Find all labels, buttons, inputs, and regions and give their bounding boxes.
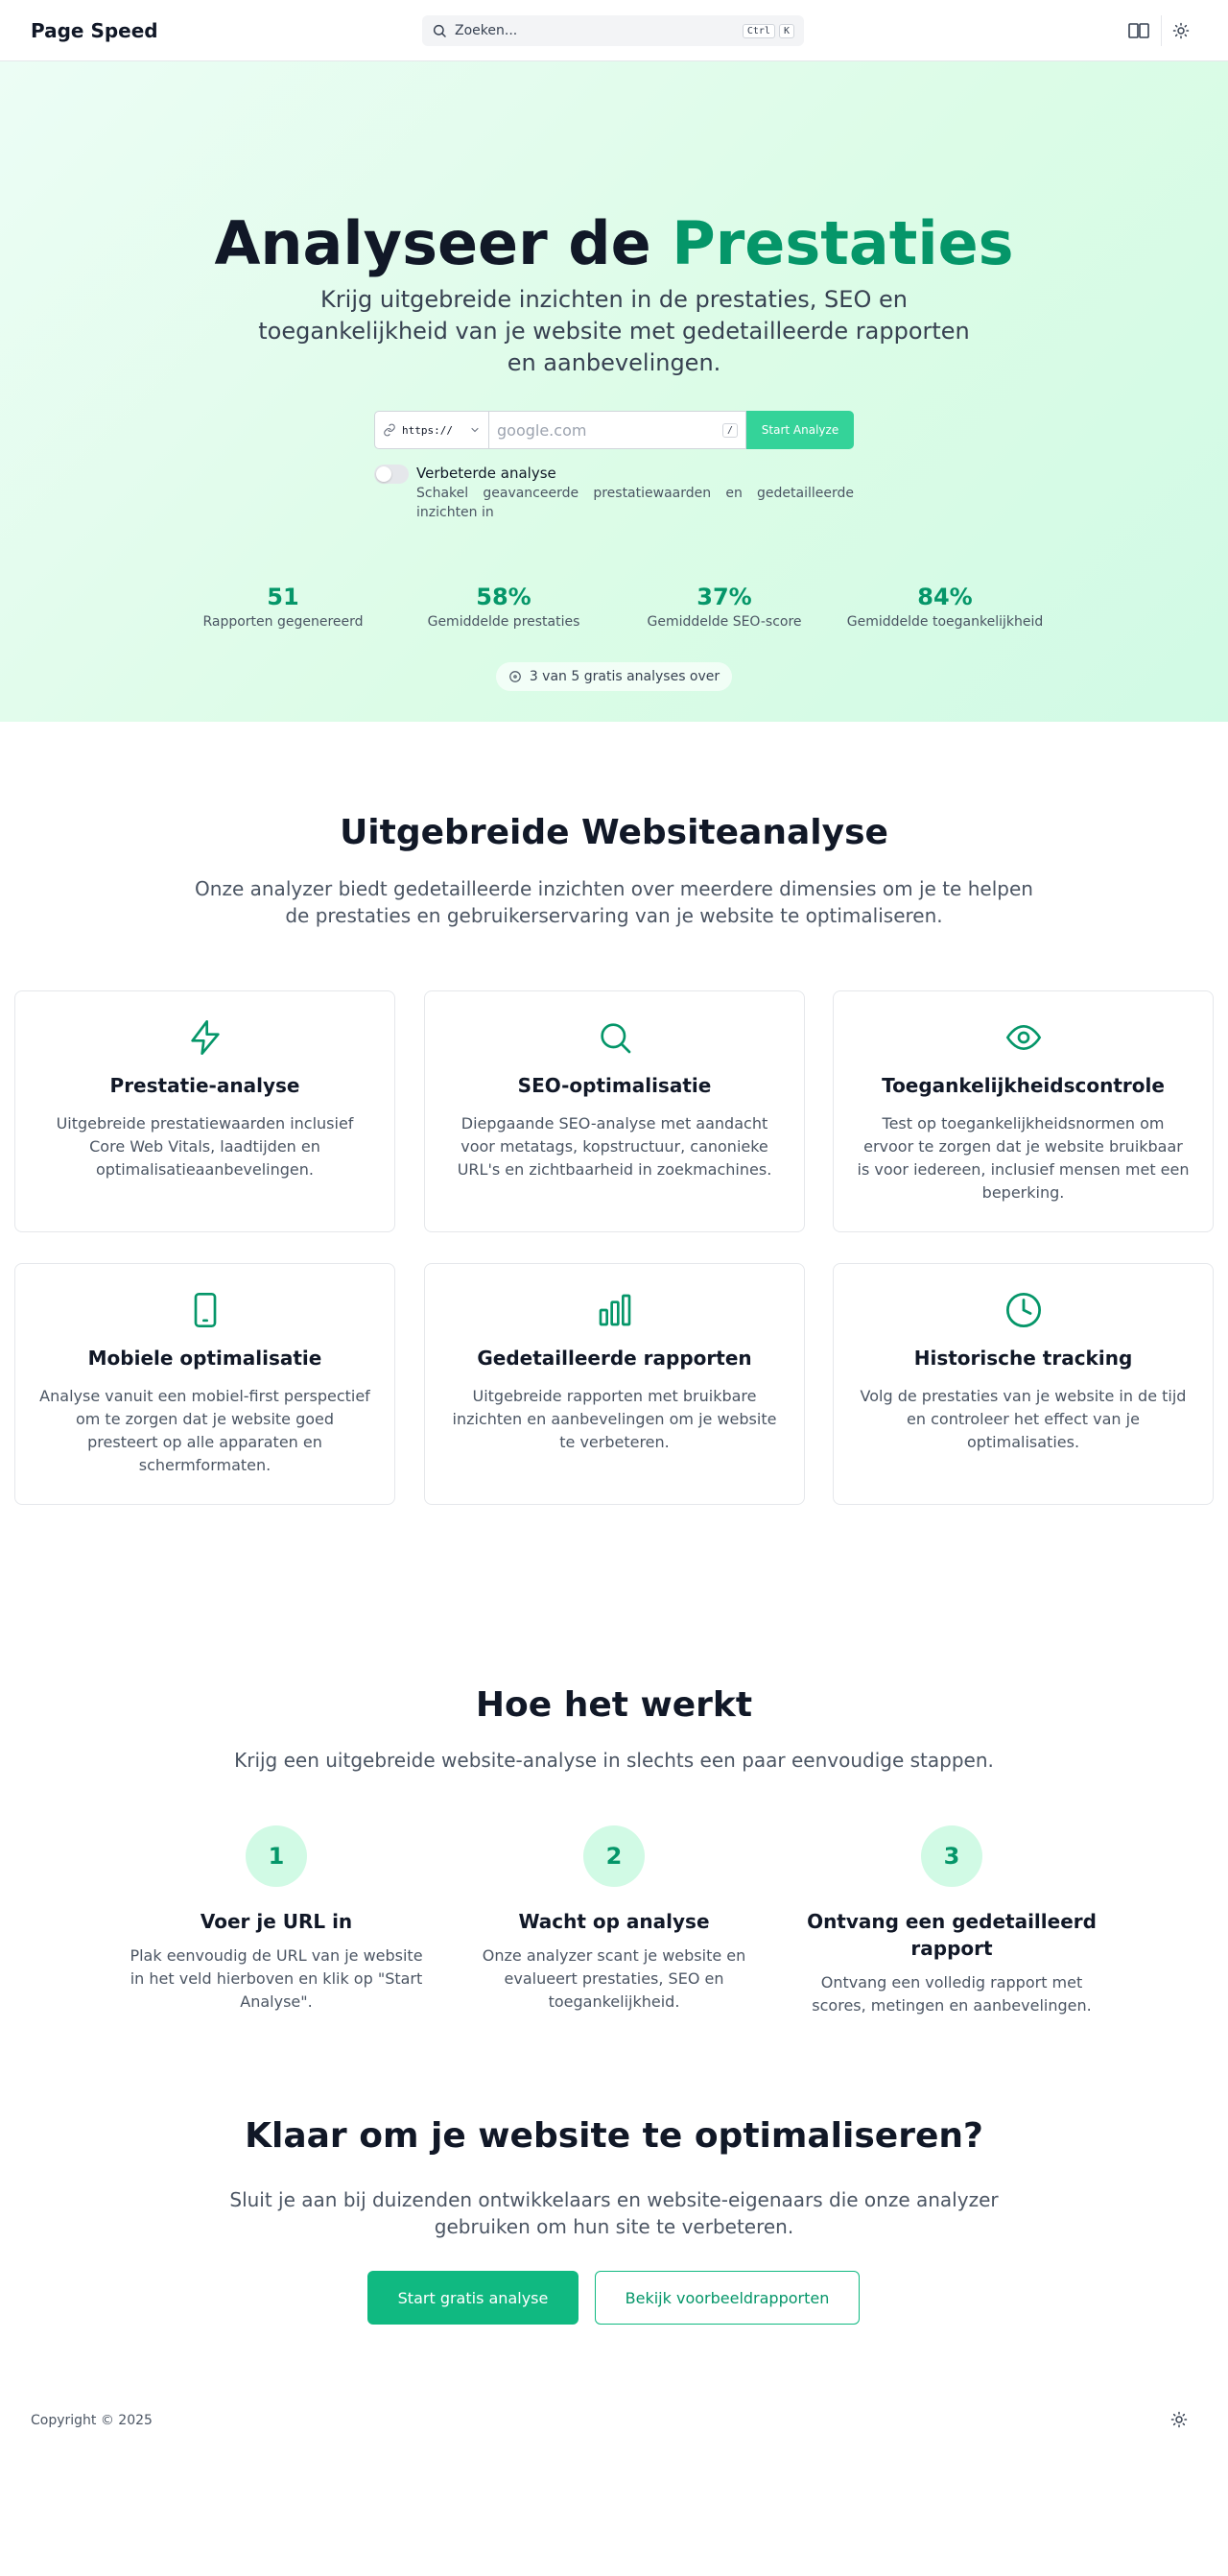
enhanced-analysis-description: Schakel geavanceerde prestatiewaarden en gedetailleerde inzichten in	[416, 486, 854, 520]
header-divider	[1161, 15, 1162, 46]
search-icon	[594, 1016, 636, 1059]
feature-card-performance	[14, 990, 395, 1232]
features-section	[0, 722, 1228, 1586]
step-description: Ontvang een volledig rapport met scores, metingen en aanbevelingen.	[812, 1973, 1092, 2015]
stat-label: Gemiddelde toegankelijkheid	[846, 614, 1044, 630]
sun-icon[interactable]	[1169, 19, 1193, 42]
brand-logo[interactable]: Page Speed	[31, 19, 158, 42]
feature-description: Uitgebreide prestatiewaarden inclusief Core Web Vitals, laadtijden en optimalisatieaanbevelingen.	[56, 1114, 354, 1179]
hero-title	[0, 209, 1228, 278]
stat-reports	[168, 582, 398, 632]
chevron-down-icon	[469, 424, 481, 436]
start-free-analysis-button[interactable]: Start gratis analyse	[367, 2271, 579, 2325]
step-3	[798, 1825, 1105, 2017]
stats-row	[0, 582, 1228, 639]
url-input-wrapper	[489, 411, 746, 449]
enhanced-analysis-label: Verbeterde analyse	[416, 465, 556, 482]
search-bar[interactable]	[422, 15, 804, 46]
step-title: Voer je URL in	[200, 1910, 353, 1933]
step-title: Wacht op analyse	[518, 1910, 710, 1933]
features-subtitle: Onze analyzer biedt gedetailleerde inzichten over meerdere dimensies om je te helpen de prestaties en gebruikerservaring van je website te optimaliseren.	[195, 877, 1033, 927]
feature-card-accessibility	[833, 990, 1214, 1232]
how-it-works-section	[0, 1586, 1228, 2017]
feature-description: Uitgebreide rapporten met bruikbare inzichten en aanbevelingen om je website te verbeteren.	[452, 1387, 777, 1451]
stat-seo	[609, 582, 839, 632]
view-sample-reports-button[interactable]: Bekijk voorbeeldrapporten	[595, 2271, 860, 2325]
search-icon	[432, 23, 447, 38]
free-analyses-text: 3 van 5 gratis analyses over	[529, 669, 720, 684]
info-circle-icon	[508, 670, 522, 683]
cta-subtitle: Sluit je aan bij duizenden ontwikkelaars en website-eigenaars die onze analyzer gebruiken om hun site te verbeteren.	[229, 2188, 999, 2238]
enhanced-analysis-toggle[interactable]	[374, 465, 409, 484]
enhanced-analysis-option	[374, 463, 854, 522]
sun-icon[interactable]	[1170, 2411, 1188, 2428]
cta-section	[0, 2017, 1228, 2382]
how-title: Hoe het werkt	[475, 1685, 753, 1725]
lightning-icon	[184, 1016, 226, 1059]
feature-description: Test op toegankelijkheidsnormen om ervoor te zorgen dat je website bruikbaar is voor iedereen, inclusief mensen met een beperking.	[857, 1114, 1190, 1202]
stat-value: 84%	[917, 584, 973, 610]
cta-title: Klaar om je website te optimaliseren?	[245, 2116, 983, 2156]
protocol-select[interactable]	[374, 411, 489, 449]
url-input[interactable]	[497, 421, 722, 440]
stat-value: 37%	[697, 584, 752, 610]
start-analyze-button[interactable]: Start Analyze	[746, 411, 854, 449]
slash-shortcut-key: /	[722, 423, 738, 438]
feature-description: Volg de prestaties van je website in de tijd en controleer het effect van je optimalisaties.	[860, 1387, 1187, 1451]
step-2	[460, 1825, 768, 2014]
step-number: 3	[921, 1825, 982, 1887]
stat-value: 51	[267, 584, 299, 610]
bar-chart-icon	[594, 1289, 636, 1331]
stat-label: Rapporten gegenereerd	[202, 614, 364, 630]
feature-card-mobile	[14, 1263, 395, 1505]
shortcut-ctrl-key: Ctrl	[743, 24, 775, 38]
feature-title: Historische tracking	[913, 1347, 1133, 1370]
language-icon[interactable]	[1127, 19, 1150, 42]
eye-icon	[1003, 1016, 1045, 1059]
stat-performance	[389, 582, 619, 632]
clock-icon	[1003, 1289, 1045, 1331]
feature-title: Toegankelijkheidscontrole	[882, 1074, 1165, 1097]
step-number: 2	[583, 1825, 645, 1887]
feature-card-history	[833, 1263, 1214, 1505]
stat-value: 58%	[476, 584, 531, 610]
search-placeholder: Zoeken...	[455, 23, 518, 38]
feature-card-reports	[424, 1263, 805, 1505]
feature-title: SEO-optimalisatie	[517, 1074, 712, 1097]
feature-title: Prestatie-analyse	[109, 1074, 300, 1097]
feature-title: Mobiele optimalisatie	[87, 1347, 322, 1370]
step-number: 1	[246, 1825, 307, 1887]
step-1	[123, 1825, 430, 2014]
stat-label: Gemiddelde prestaties	[427, 614, 580, 630]
url-form	[374, 411, 854, 449]
feature-description: Diepgaande SEO-analyse met aandacht voor metatags, kopstructuur, canonieke URL's en zichtbaarheid in zoekmachines.	[457, 1114, 772, 1179]
footer	[0, 2382, 1228, 2461]
copyright-text: Copyright © 2025	[31, 2413, 153, 2428]
stat-accessibility	[830, 582, 1060, 632]
top-bar	[0, 0, 1228, 61]
toggle-knob	[376, 466, 391, 482]
stat-label: Gemiddelde SEO-score	[647, 614, 802, 630]
hero-title-accent: Prestaties	[672, 208, 1014, 278]
features-title: Uitgebreide Websiteanalyse	[340, 813, 888, 852]
step-title: Ontvang een gedetailleerd rapport	[807, 1910, 1097, 1960]
free-analyses-badge	[496, 662, 732, 691]
protocol-value: https://	[402, 423, 453, 437]
feature-title: Gedetailleerde rapporten	[477, 1347, 752, 1370]
feature-description: Analyse vanuit een mobiel-first perspectief om te zorgen dat je website goed presteert op alle apparaten en schermformaten.	[39, 1387, 370, 1474]
how-subtitle: Krijg een uitgebreide website-analyse in slechts een paar eenvoudige stappen.	[234, 1749, 994, 1772]
hero-section	[0, 61, 1228, 722]
shortcut-k-key: K	[779, 24, 794, 38]
link-icon	[383, 423, 396, 437]
hero-subtitle: Krijg uitgebreide inzichten in de prestaties, SEO en toegankelijkheid van je website met gedetailleerde rapporten en aanbevelingen.	[258, 286, 970, 376]
step-description: Plak eenvoudig de URL van je website in het veld hierboven en klik op "Start Analyse".	[130, 1946, 423, 2011]
hero-title-main: Analyseer de	[214, 208, 651, 278]
step-description: Onze analyzer scant je website en evalueert prestaties, SEO en toegankelijkheid.	[482, 1946, 746, 2011]
feature-card-seo	[424, 990, 805, 1232]
smartphone-icon	[184, 1289, 226, 1331]
